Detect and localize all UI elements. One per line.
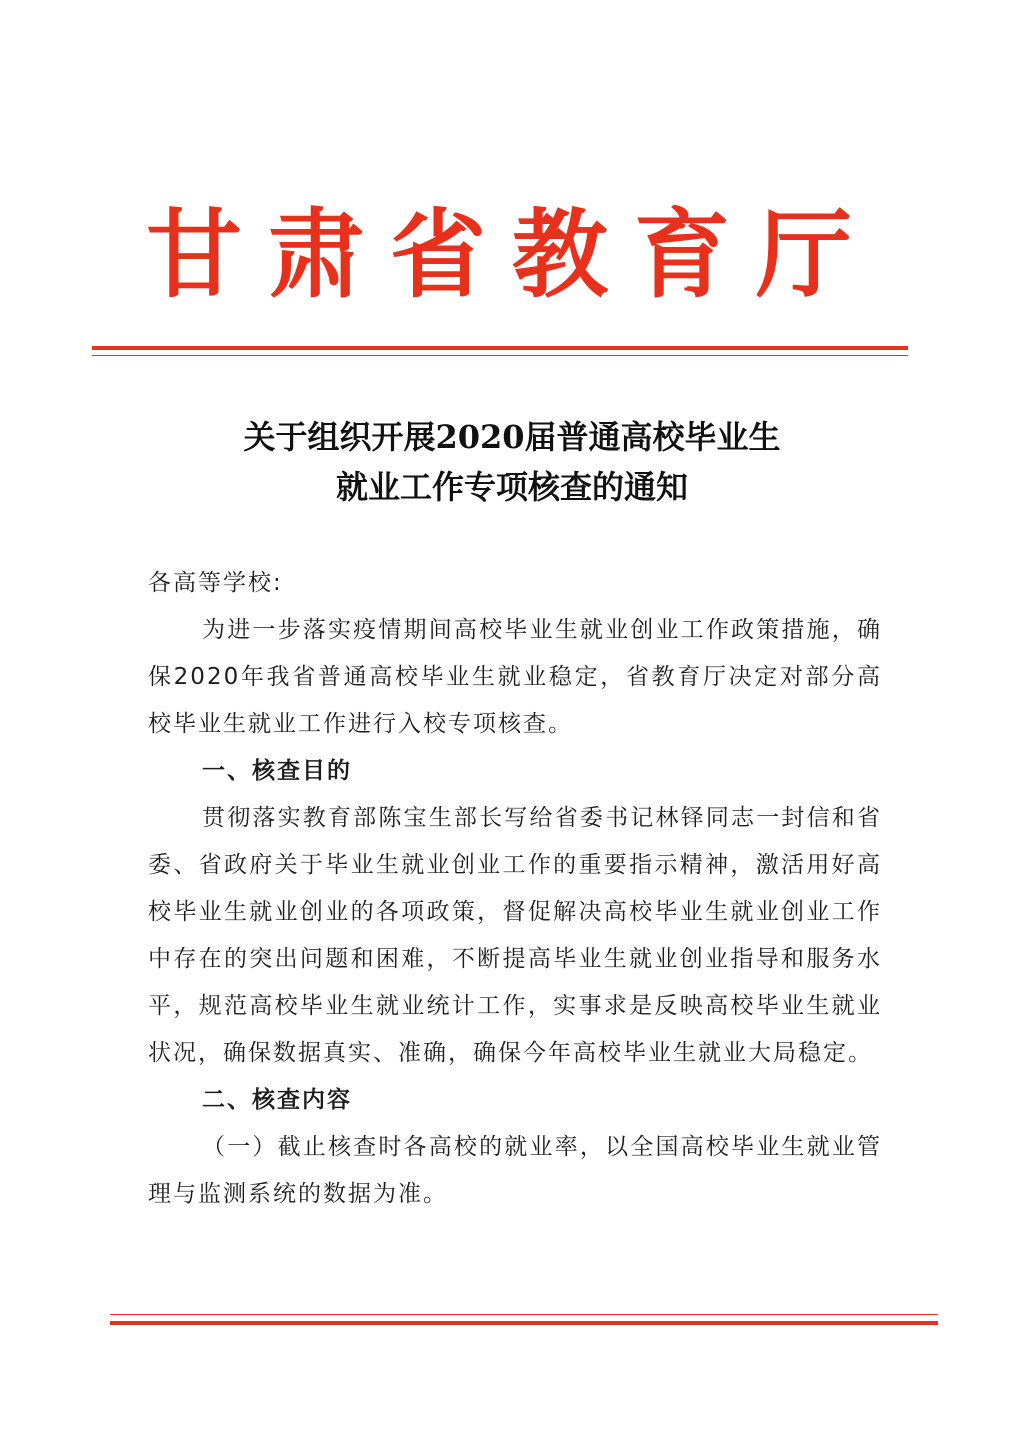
document-title-line-2: 就业工作专项核查的通知 xyxy=(335,468,688,506)
section-1-paragraph: 贯彻落实教育部陈宝生部长写给省委书记林铎同志一封信和省委、省政府关于毕业生就业创业工作的重要指示精神，激活用好高校毕业生就业创业的各项政策，督促解决高校毕业生就业创业工作中存在的突出问题和困难，不断提高毕业生就业创业指导和服务水平，规范高校毕业生就业统计工作，实事求是反映高校毕业生就业状况，确保数据真实、准确，确保今年高校毕业生就业大局稳定。 xyxy=(148,805,882,1066)
footer-divider-thin xyxy=(110,1314,938,1315)
section-2-item-1: （一）截止核查时各高校的就业率，以全国高校毕业生就业管理与监测系统的数据为准。 xyxy=(148,1134,882,1207)
document-title-line-1: 关于组织开展2020届普通高校毕业生 xyxy=(243,418,781,456)
masthead-divider-thin xyxy=(92,355,908,356)
masthead-title: 甘肃省教育厅 xyxy=(146,198,878,311)
footer-divider-thick xyxy=(110,1321,938,1325)
section-2-heading: 二、核查内容 xyxy=(202,1087,352,1113)
section-1-heading: 一、核查目的 xyxy=(202,758,352,784)
document-title xyxy=(0,412,1024,512)
salutation: 各高等学校: xyxy=(148,570,283,596)
intro-paragraph: 为进一步落实疫情期间高校毕业生就业创业工作政策措施，确保2020年我省普通高校毕业生就业稳定，省教育厅决定对部分高校毕业生就业工作进行入校专项核查。 xyxy=(148,617,882,737)
document-body xyxy=(148,560,882,1218)
masthead-divider-thick xyxy=(92,346,908,350)
